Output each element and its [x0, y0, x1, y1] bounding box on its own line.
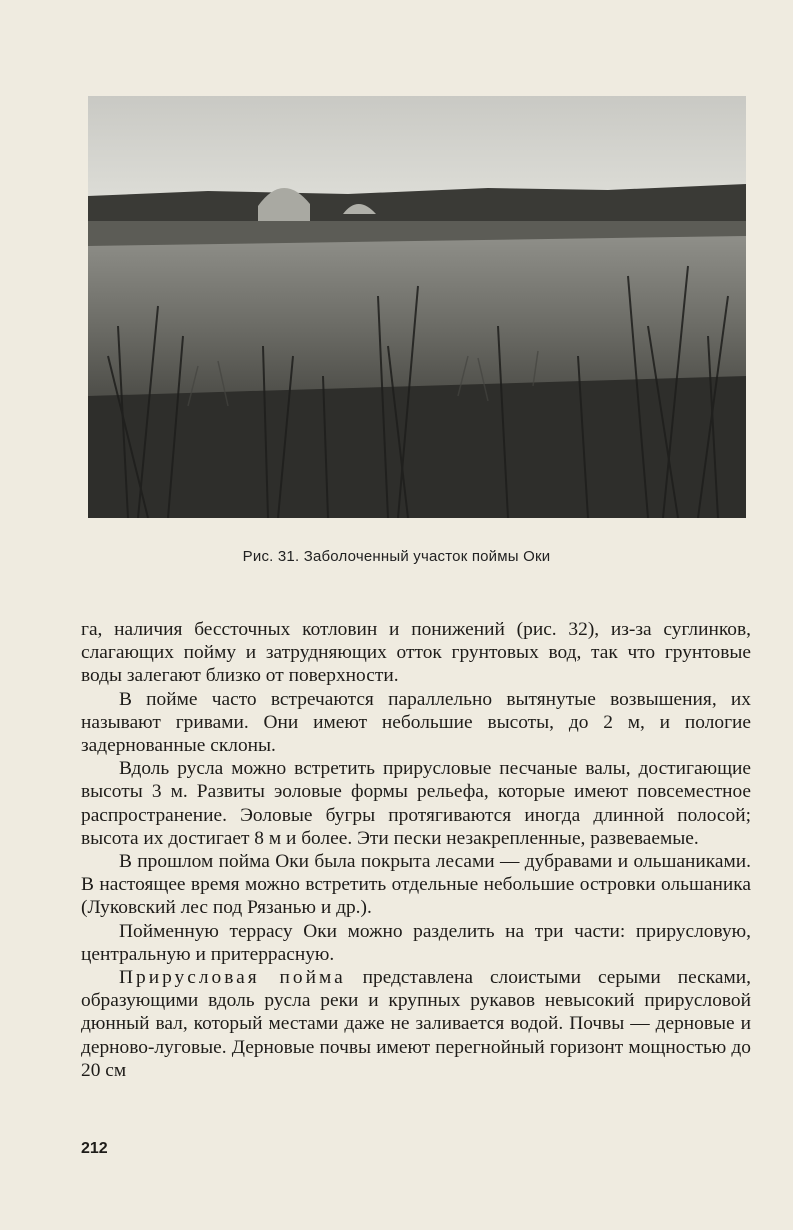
paragraph: га, наличия бессточных котловин и понижений (рис. 32), из-за суглинков, слагающих пойму и затрудняющих отток грунтовых вод, так что грунтовые воды залегают близко от поверхности.	[81, 619, 751, 687]
marsh-illustration	[88, 96, 746, 518]
paragraph	[81, 966, 751, 1082]
paragraph: Вдоль русла можно встретить прирусловые песчаные валы, достигающие высоты 3 м. Развиты эоловые формы рельефа, которые имеют повсеместное распространение. Эоловые бугры протягиваются иногда длинной полосой; высота их достигает 8 м и более. Эти пески незакрепленные, развеваемые.	[81, 758, 751, 849]
paragraph-rest: представлена слоистыми серыми песками, образующими вдоль русла реки и крупных рукавов невысокий прирусловой дюнный вал, который местами даже не заливается водой. Почвы — дерновые и дерново-луговые. Дерновые почвы имеют перегнойный горизонт мощностью до 20 см	[81, 967, 752, 1081]
spaced-term: Прирусловая пойма	[119, 967, 346, 989]
page-number: 212	[81, 1140, 108, 1157]
paragraph: В прошлом пойма Оки была покрыта лесами — дубравами и ольшаниками. В настоящее время можно встретить отдельные небольшие островки ольшаника (Луковский лес под Рязанью и др.).	[81, 851, 751, 919]
body-text	[81, 618, 751, 1082]
paragraph: В пойме часто встречаются параллельно вытянутые возвышения, их называют гривами. Они имеют небольшие высоты, до 2 м, и пологие задернованные склоны.	[81, 688, 751, 757]
paragraph: Пойменную террасу Оки можно разделить на три части: прирусловую, центральную и притеррасную.	[81, 920, 751, 965]
floodplain-photo	[88, 96, 746, 518]
figure-caption: Рис. 31. Заболоченный участок поймы Оки	[242, 548, 551, 565]
